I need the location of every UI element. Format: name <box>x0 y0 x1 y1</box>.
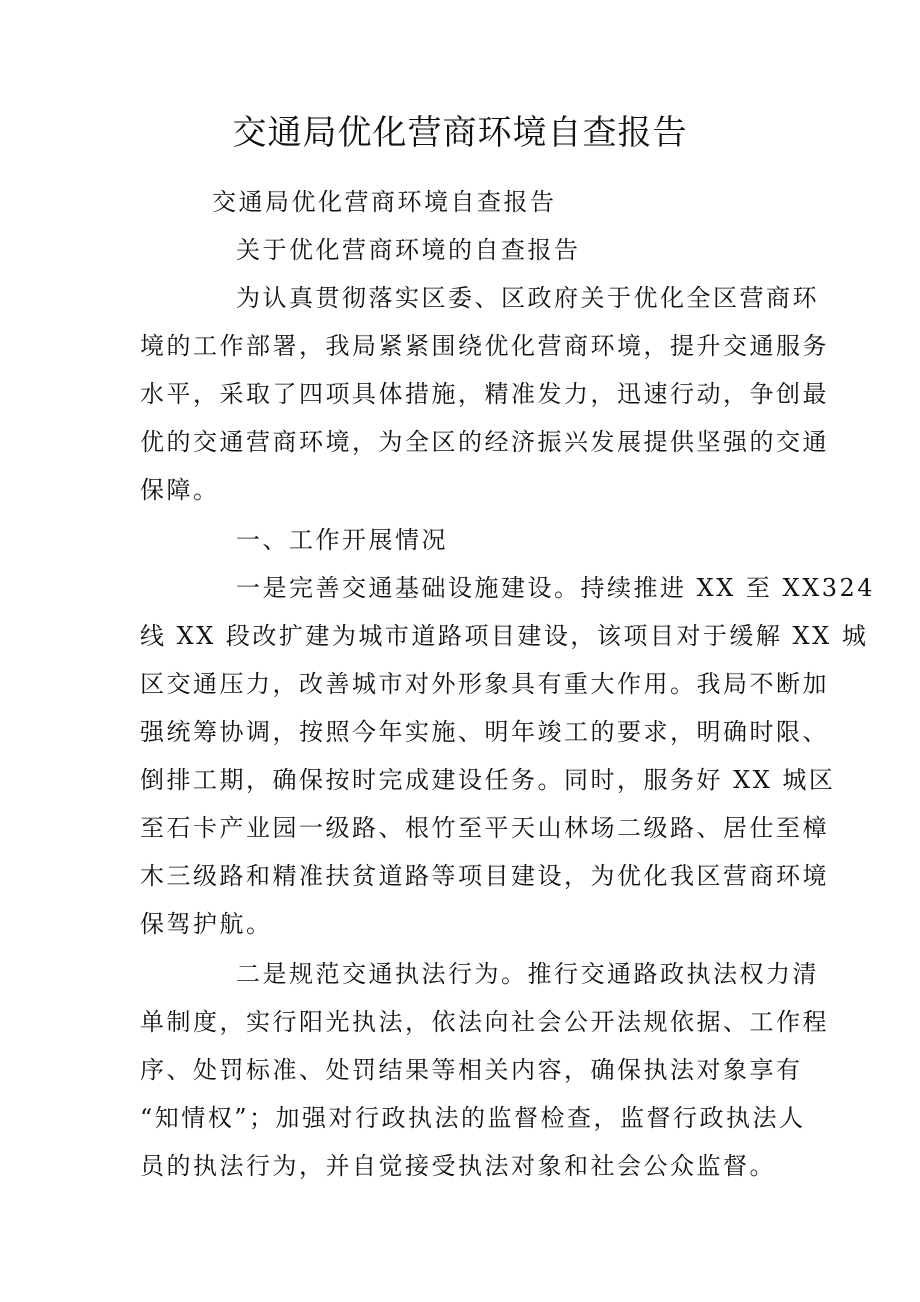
paragraph-line: 序、处罚标准、处罚结果等相关内容，确保执法对象享有 <box>140 1056 803 1084</box>
paragraph-line: 员的执法行为，并自觉接受执法对象和社会公众监督。 <box>140 1152 776 1180</box>
paragraph-line: 倒排工期，确保按时完成建设任务。同时，服务好 XX 城区 <box>140 766 836 794</box>
paragraph-line: 至石卡产业园一级路、根竹至平天山林场二级路、居仕至樟 <box>140 814 829 842</box>
paragraph-line: 线 XX 段改扩建为城市道路项目建设，该项目对于缓解 XX 城 <box>140 622 869 650</box>
paragraph-line: 二是规范交通执法行为。推行交通路政执法权力清 <box>236 960 819 988</box>
section-heading: 一、工作开展情况 <box>236 526 448 554</box>
paragraph-line: “知情权”；加强对行政执法的监督检查，监督行政执法人 <box>140 1104 806 1132</box>
paragraph-line: 保障。 <box>140 476 220 504</box>
paragraph-line: 为认真贯彻落实区委、区政府关于优化全区营商环 <box>236 284 819 312</box>
document-title: 交通局优化营商环境自查报告 <box>232 113 688 153</box>
paragraph-line: 单制度，实行阳光执法，依法向社会公开法规依据、工作程 <box>140 1008 829 1036</box>
report-heading-line: 关于优化营商环境的自查报告 <box>236 236 581 264</box>
paragraph-line: 一是完善交通基础设施建设。持续推进 XX 至 XX324 <box>236 574 876 602</box>
paragraph-line: 水平，采取了四项具体措施，精准发力，迅速行动，争创最 <box>140 380 829 408</box>
paragraph-line: 区交通压力，改善城市对外形象具有重大作用。我局不断加 <box>140 670 829 698</box>
paragraph-line: 优的交通营商环境，为全区的经济振兴发展提供坚强的交通 <box>140 428 829 456</box>
subtitle-line: 交通局优化营商环境自查报告 <box>212 188 557 216</box>
paragraph-line: 保驾护航。 <box>140 910 273 938</box>
paragraph-line: 强统筹协调，按照今年实施、明年竣工的要求，明确时限、 <box>140 718 829 746</box>
paragraph-line: 境的工作部署，我局紧紧围绕优化营商环境，提升交通服务 <box>140 332 829 360</box>
paragraph-line: 木三级路和精准扶贫道路等项目建设，为优化我区营商环境 <box>140 862 829 890</box>
